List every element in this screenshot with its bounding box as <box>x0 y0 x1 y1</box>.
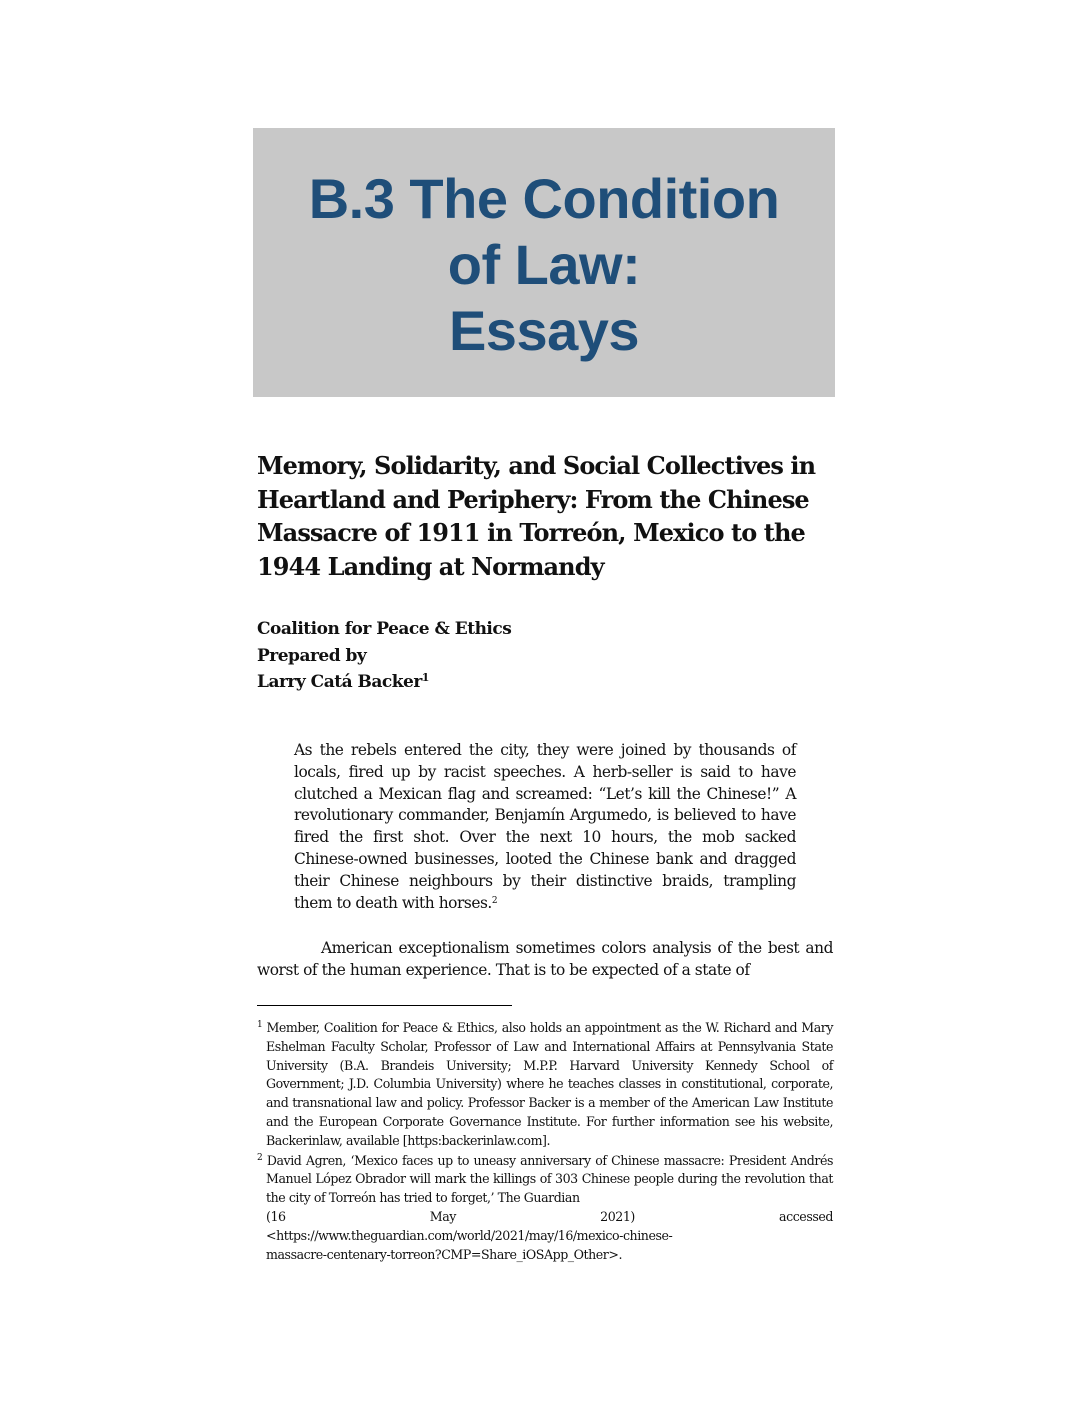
byline <box>257 616 511 696</box>
section-title-box <box>253 128 835 397</box>
footnote-text: David Agren, ‘Mexico faces up to uneasy anniversary of Chinese massacre: President Andrés Manuel López Obrador will mark the killings of 303 Chinese people during the revolution that the city of Torreón has tried to forget,’ The Guardian <box>266 1152 833 1206</box>
footnote-date-part: (16 <box>266 1208 286 1224</box>
byline-author: Larry Catá Backer <box>257 672 422 692</box>
byline-author-line <box>257 669 511 696</box>
essay-title-line: Memory, Solidarity, and Social Collectives in <box>257 451 816 480</box>
block-quote <box>294 740 796 914</box>
section-title-line: Essays <box>448 298 640 362</box>
section-title-line: B.3 The Condition <box>308 166 780 230</box>
footnote-text: Member, Coalition for Peace & Ethics, also holds an appointment as the W. Richard and Mary Eshelman Faculty Scholar, Professor of Law and International Affairs at Pennsylvania State University (B.A. Brandeis University; M.P.P. Harvard University Kennedy School of Government; J.D. Columbia University) where he teaches classes in constitutional, corporate, and transnational law and policy. Professor Backer is a member of the American Law Institute and the European Corporate Governance Institute. For further information see his website, Backerinlaw, available [https:backerinlaw.com]. <box>266 1020 833 1148</box>
footnote-url-line: <https://www.theguardian.com/world/2021/may/16/mexico-chinese- <box>266 1227 673 1243</box>
footnote-1 <box>257 1019 833 1151</box>
section-title <box>309 162 780 364</box>
footnote-number: 2 <box>257 1152 263 1163</box>
footnote-date-part: accessed <box>779 1208 833 1224</box>
footnote-separator <box>257 1005 512 1006</box>
footnote-ref-2[interactable]: 2 <box>491 895 498 906</box>
footnote-number: 1 <box>257 1020 263 1030</box>
block-quote-text: As the rebels entered the city, they were joined by thousands of locals, fired up by racist speeches. A herb-seller is said to have clutched a Mexican flag and screamed: “Let’s kill the Chinese!” A revolutionary commander, Benjamín Argumedo, is believed to have fired the first shot. Over the next 10 hours, the mob sacked Chinese-owned businesses, looted the Chinese bank and dragged their Chinese neighbours by their distinctive braids, trampling them to death with horses. <box>294 741 796 912</box>
essay-title <box>257 449 847 583</box>
footnote-url-link[interactable] <box>266 1227 833 1265</box>
footnote-ref-1[interactable]: 1 <box>421 671 429 684</box>
essay-title-line: Massacre of 1911 in Torreón, Mexico to the <box>257 518 805 547</box>
footnote-date-line <box>266 1208 833 1227</box>
footnote-url-line: massacre-centenary-torreon?CMP=Share_iOSApp_Other>. <box>266 1246 623 1262</box>
footnotes <box>257 1019 833 1264</box>
essay-title-line: Heartland and Periphery: From the Chinese <box>257 484 809 514</box>
footnote-date-part: May <box>429 1208 456 1224</box>
footnote-2 <box>257 1152 833 1265</box>
byline-organization: Coalition for Peace & Ethics <box>257 619 512 639</box>
footnote-date-part: 2021) <box>600 1208 635 1224</box>
section-title-line: of Law: <box>447 232 641 296</box>
byline-prepared-by: Prepared by <box>257 645 367 666</box>
body-paragraph: American exceptionalism sometimes colors analysis of the best and worst of the human experience. That is to be expected of a state of <box>257 939 833 979</box>
essay-title-line: 1944 Landing at Normandy <box>257 551 604 581</box>
